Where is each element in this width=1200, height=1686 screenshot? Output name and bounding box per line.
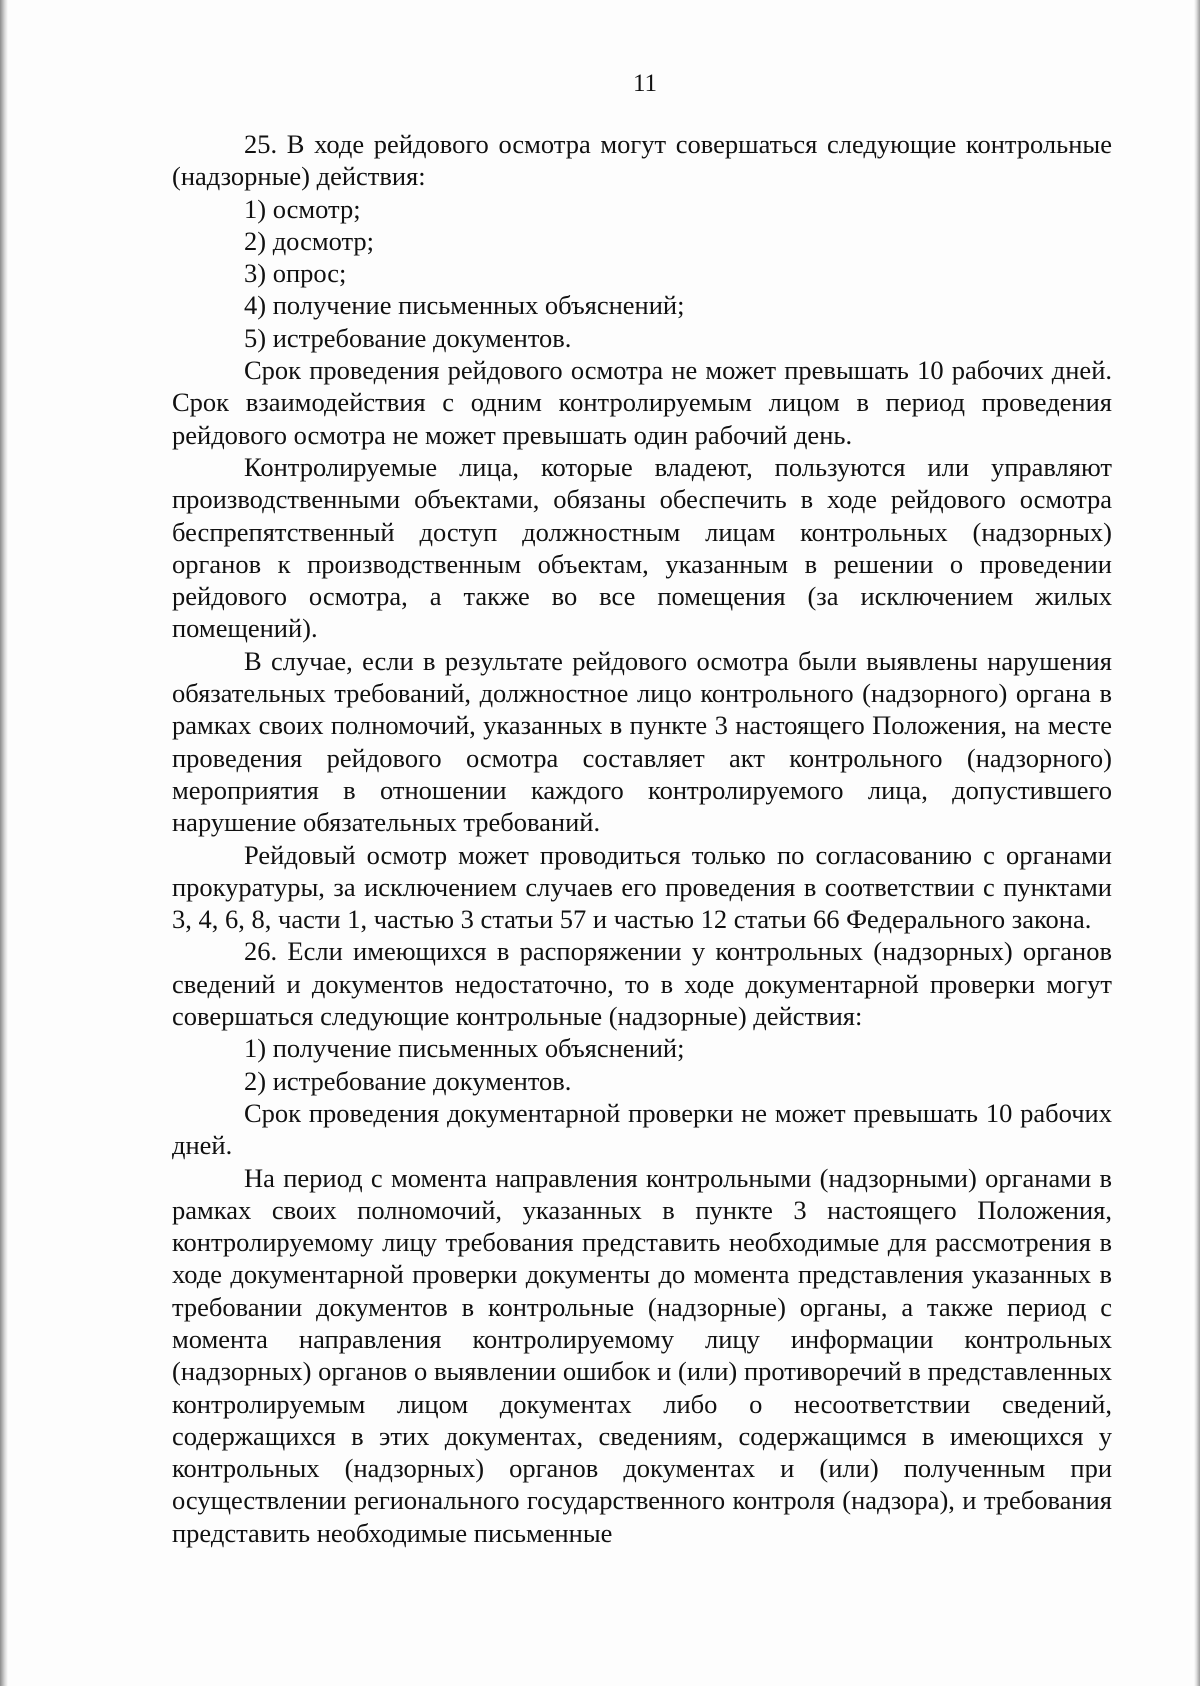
paragraph: Срок проведения документарной проверки не может превышать 10 рабочих дней.	[172, 1097, 1112, 1161]
paragraph: 25. В ходе рейдового осмотра могут совершаться следующие контрольные (надзорные) действия:	[172, 129, 1112, 192]
paragraph: Контролируемые лица, которые владеют, пользуются или управляют производственными объектами, обязаны обеспечить в ходе рейдового осмотра беспрепятственный доступ должностным лицам контрольных (надзорных) органов к производственным объектам, указанным в решении о проведении рейдового осмотра, а также во все помещения (за исключением жилых помещений).	[172, 451, 1112, 644]
list-item: 1) получение письменных объяснений;	[244, 1033, 685, 1064]
list-item: 4) получение письменных объяснений;	[244, 290, 685, 321]
list-item: 2) досмотр;	[244, 225, 375, 256]
paragraph: Рейдовый осмотр может проводиться только по согласованию с органами прокуратуры, за исключением случаев его проведения в соответствии с пунктами 3, 4, 6, 8, части 1, частью 3 статьи 57 и частью 12 статьи 66 Федерального закона.	[172, 839, 1112, 935]
paragraph: В случае, если в результате рейдового осмотра были выявлены нарушения обязательных требований, должностное лицо контрольного (надзорного) органа в рамках своих полномочий, указанных в пункте 3 настоящего Положения, на месте проведения рейдового осмотра составляет акт контрольного (надзорного) мероприятия в отношении каждого контролируемого лица, допустившего нарушение обязательных требований.	[172, 645, 1112, 838]
list-item: 1) осмотр;	[244, 193, 361, 224]
list-item: 5) истребование документов.	[244, 322, 572, 353]
paragraph: На период с момента направления контрольными (надзорными) органами в рамках своих полномочий, указанных в пункте 3 настоящего Положения, контролируемому лицу требования представить необходимые для рассмотрения в ходе документарной проверки документы до момента представления указанных в требовании документов в контрольные (надзорные) органы, а также период с момента направления контролируемому лицу информации контрольных (надзорных) органов о выявлении ошибок и (или) противоречий в представленных контролируемым лицом документах либо о несоответствии сведений, содержащихся в этих документах, сведениям, содержащимся в имеющихся у контрольных (надзорных) органов документах и (или) полученным при осуществлении регионального государственного контроля (надзора), и требования представить необходимые письменные	[172, 1162, 1112, 1548]
paragraph: Срок проведения рейдового осмотра не может превышать 10 рабочих дней. Срок взаимодействия с одним контролируемым лицом в период проведения рейдового осмотра не может превышать один рабочий день.	[172, 355, 1112, 450]
document-text	[172, 128, 1112, 1549]
list-item: 3) опрос;	[244, 258, 347, 289]
page-number: 11	[632, 70, 658, 97]
paragraph: 26. Если имеющихся в распоряжении у контрольных (надзорных) органов сведений и документов недостаточно, то в ходе документарной проверки могут совершаться следующие контрольные (надзорные) действия:	[172, 936, 1112, 1032]
scan-edge-right	[1194, 0, 1200, 1686]
scan-edge-left	[0, 0, 8, 1686]
list-item: 2) истребование документов.	[244, 1065, 572, 1096]
